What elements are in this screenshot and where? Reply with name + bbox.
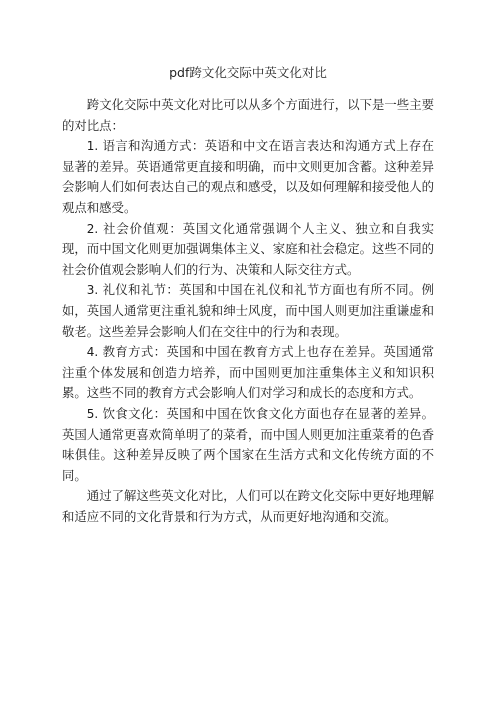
point-text: 饮食文化：英国和中国在饮食文化方面也存在显著的差异。英国人通常更喜欢简单明了的菜肴，而中国人则更加注重菜肴的色香味俱佳。这种差异反映了两个国家在生活方式和文化传统方面的不同。 xyxy=(62,405,434,483)
point-paragraph-3 xyxy=(62,280,434,342)
point-number: 3. xyxy=(86,283,99,298)
intro-paragraph: 跨文化交际中英文化对比可以从多个方面进行，以下是一些主要的对比点： xyxy=(62,97,434,133)
point-number: 1. xyxy=(86,139,99,154)
point-number: 5. xyxy=(86,406,99,421)
point-text: 语言和沟通方式：英语和中文在语言表达和沟通方式上存在显著的差异。英语通常更直接和明确，而中文则更加含蓄。这种差异会影响人们如何表达自己的观点和感受，以及如何理解和接受他人的观点和感受。 xyxy=(62,138,434,215)
conclusion-paragraph: 通过了解这些英文化对比，人们可以在跨文化交际中更好地理解和适应不同的文化背景和行为方式，从而更好地沟通和交流。 xyxy=(62,488,434,524)
point-text: 社会价值观：英国文化通常强调个人主义、独立和自我实现，而中国文化则更加强调集体主义、家庭和社会稳定。这些不同的社会价值观会影响人们的行为、决策和人际交往方式。 xyxy=(62,220,434,277)
point-number: 4. xyxy=(86,345,99,360)
point-paragraph-1 xyxy=(62,136,434,218)
point-paragraph-2 xyxy=(62,219,434,281)
point-paragraph-5 xyxy=(62,404,434,486)
point-number: 2. xyxy=(86,221,99,236)
document-title: pdf跨文化交际中英文化对比 xyxy=(169,65,327,80)
document-body xyxy=(62,95,434,527)
point-text: 教育方式：英国和中国在教育方式上也存在差异。英国通常注重个体发展和创造力培养，而中国则更加注重集体主义和知识积累。这些不同的教育方式会影响人们对学习和成长的态度和方式。 xyxy=(62,344,434,401)
point-paragraph-4 xyxy=(62,342,434,404)
point-text: 礼仪和礼节：英国和中国在礼仪和礼节方面也有所不同。例如，英国人通常更注重礼貌和绅士风度，而中国人则更加注重谦虚和敬老。这些差异会影响人们在交往中的行为和表现。 xyxy=(62,282,434,339)
